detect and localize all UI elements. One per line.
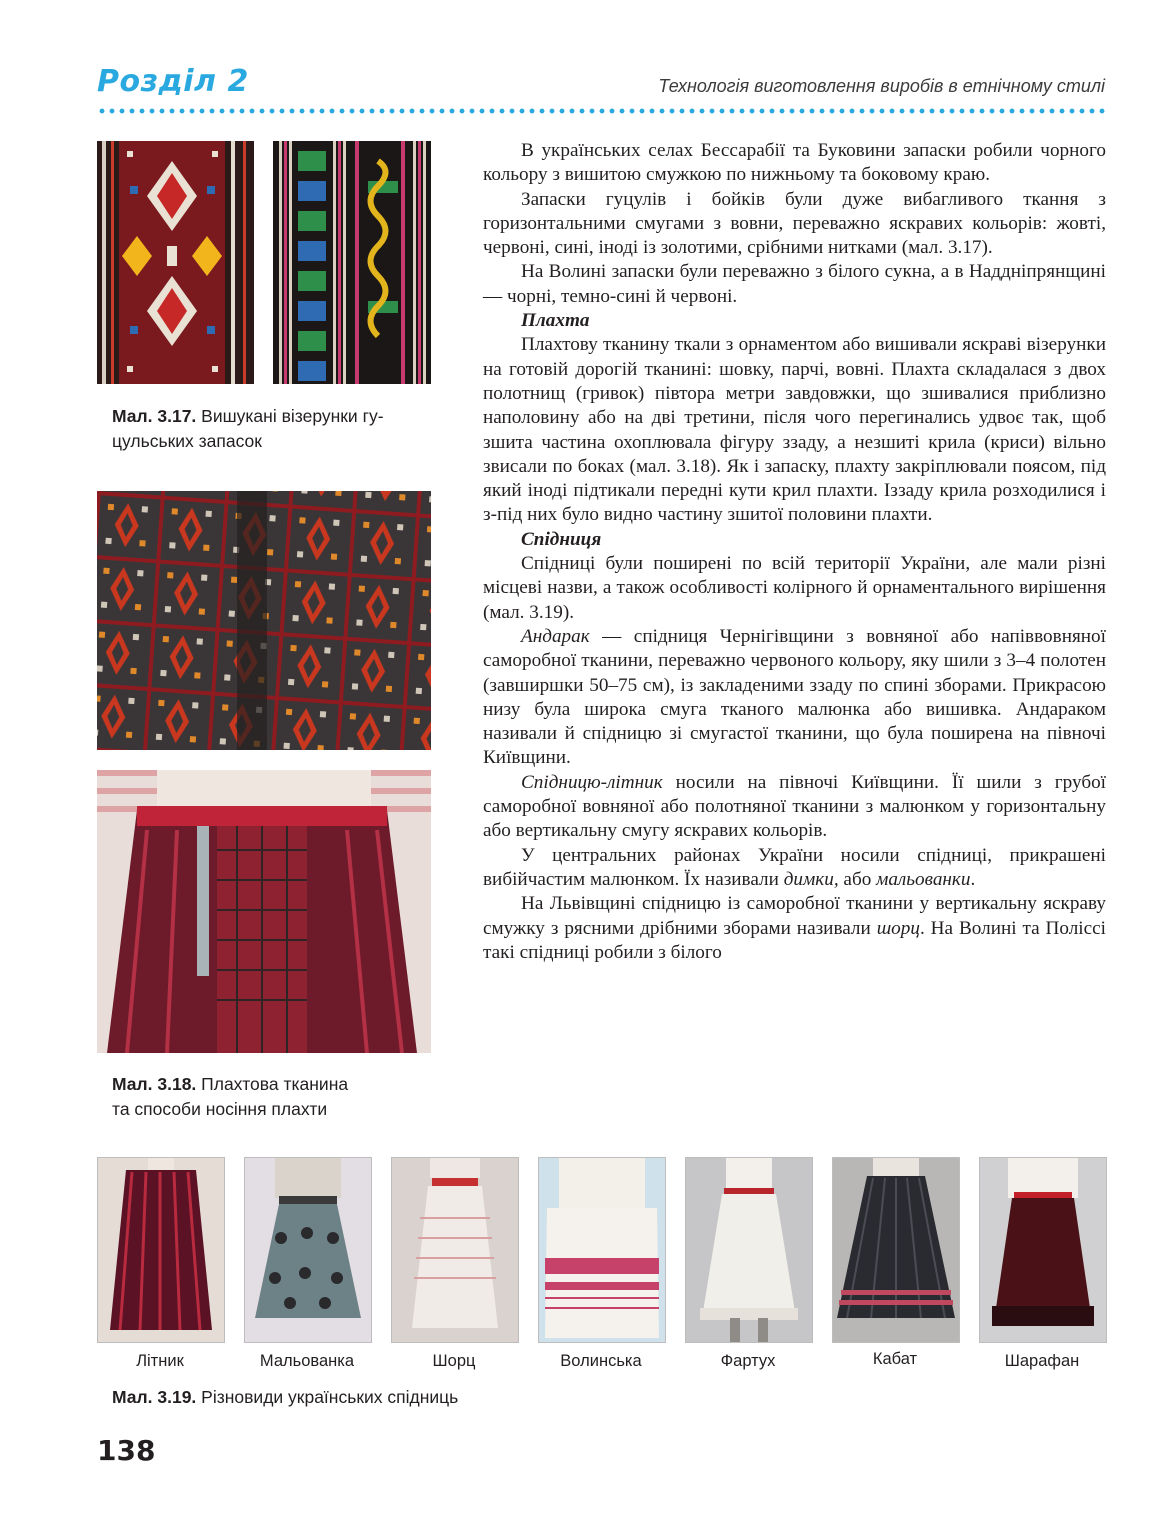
skirt-photo-fartukh (685, 1157, 813, 1343)
paragraph: Спідниці були поширені по всій території України, але мали різні місцеві назви, а також особливості колірного й орнаментального вирішення (мал. 3.19). (483, 553, 1106, 623)
page-number: 138 (97, 1434, 156, 1467)
skirt-photo-malovanka (244, 1157, 372, 1343)
skirt-label: Мальованка (259, 1352, 355, 1370)
skirt-photo-litnyk (97, 1157, 225, 1343)
subheading-spidnytsia: Спідниця (521, 528, 602, 550)
term: димки, (783, 868, 839, 890)
subheading-plakhta: Плахта (521, 310, 590, 332)
caption-text-2: та способи носіння плахти (112, 1099, 328, 1119)
paragraph (483, 771, 1106, 844)
paragraph (483, 844, 1106, 893)
caption-text-2: цульських запасок (112, 431, 262, 451)
running-title: Технологія виготовлення виробів в етнічному стилі (658, 76, 1105, 96)
plakhta-wearing-photo (97, 770, 431, 1053)
caption-number: Мал. 3.19. (112, 1387, 197, 1407)
caption-number: Мал. 3.18. (112, 1074, 197, 1094)
body-text (483, 139, 1106, 965)
paragraph-text: . На Волині та Поліссі такі спідниці робили з білого (483, 917, 1106, 963)
skirt-label: Кабат (872, 1350, 918, 1368)
hutsul-apron-photo-2 (273, 141, 431, 384)
term: шорц (876, 917, 920, 939)
term: Спідницю-літник (521, 771, 663, 793)
paragraph (483, 892, 1106, 965)
caption-fig-3-19 (112, 1385, 712, 1410)
skirt-label: Шарафан (1004, 1352, 1080, 1370)
paragraph: На Волині запаски були переважно з білого сукна, а в Наддніпрянщині — чорні, темно-сині й червоні. (483, 261, 1106, 307)
term: Андарак (521, 625, 590, 647)
skirt-label: Фартух (720, 1352, 776, 1370)
skirt-photo-kabat (832, 1157, 960, 1343)
paragraph-text: або (838, 868, 877, 890)
skirt-photo-sharafan (979, 1157, 1107, 1343)
skirt-label: Літник (136, 1352, 184, 1370)
hutsul-apron-photo-1 (97, 141, 254, 384)
header-divider (97, 107, 1107, 115)
caption-text: Вишукані візерунки гу- (196, 406, 384, 426)
paragraph: Запаски гуцулів і бойків були дуже вибагливого ткання з горизонтальними смугами з вовни, переважно яскравих кольорів: жовті, червоні, сині, іноді із золотими, срібними нитками (мал. 3.17). (483, 188, 1106, 259)
caption-fig-3-17 (112, 404, 432, 454)
plakhta-fabric-photo (97, 491, 431, 750)
paragraph-text: На Львівщині спідницю із саморобної тканини у вертикальну яскраву смужку з рясними дрібними зборами називали (483, 893, 1106, 939)
paragraph-text: — спідниця Чернігівщини з вовняної або напіввовняної саморобної тканини, переважно червоного кольору, яку шили з 3–4 полотен (завширшки 50–75 см), із закладеними ззаду по спині зборами. Прикрасою низу була широка смуга тканого малюнка або вишивка. Андараком називали й спідницю зі смугастої тканини, що була поширена на півночі Київщини. (483, 625, 1106, 769)
paragraph: Плахтову тканину ткали з орнаментом або вишивали яскраві візерунки на готовій дорогій тканині: шовку, парчі, вовні. Плахта складалася з двох полотнищ (гривок) півтора метри завдовжки, що зшивалися приблизно наполовину або на дві третини, після чого перегинались удвоє так, щоб зшита частина охоплювала фігуру ззаду, а незшиті крила (криси) вільно звисали по боках (мал. 3.18). Як і запаску, плахту закріплювали поясом, під який іноді підтикали передні кути крил плахти. Іззаду крила розходилися і з-під них було видно частину зшитої половини плахти. (483, 334, 1106, 526)
caption-number: Мал. 3.17. (112, 406, 197, 426)
paragraph-text: У центральних районах України носили спідниці, прикрашені вибійчастим малюнком. Їх називали (483, 844, 1106, 890)
skirt-label: Шорц (432, 1352, 476, 1370)
paragraph: В українських селах Бессарабії та Буковини запаски робили чорного кольору з вишитою смужкою по нижньому та боковому краю. (483, 140, 1106, 186)
caption-text: Плахтова тканина (196, 1074, 349, 1094)
caption-fig-3-18 (112, 1072, 432, 1122)
caption-text: Різновиди українських спідниць (196, 1387, 459, 1407)
section-title: Розділ 2 (97, 64, 249, 99)
paragraph (483, 625, 1106, 771)
paragraph-text: носили на півночі Київщини. Її шили з грубої саморобної вовняної або полотняної тканини з малюнком у горизонтальну або вертикальну смугу яскравих кольорів. (483, 771, 1106, 842)
skirt-label: Волинська (560, 1352, 642, 1370)
skirt-photo-volynska (538, 1157, 666, 1343)
term: мальованки (876, 868, 971, 890)
paragraph-text: . (970, 868, 976, 890)
skirt-photo-shorts (391, 1157, 519, 1343)
